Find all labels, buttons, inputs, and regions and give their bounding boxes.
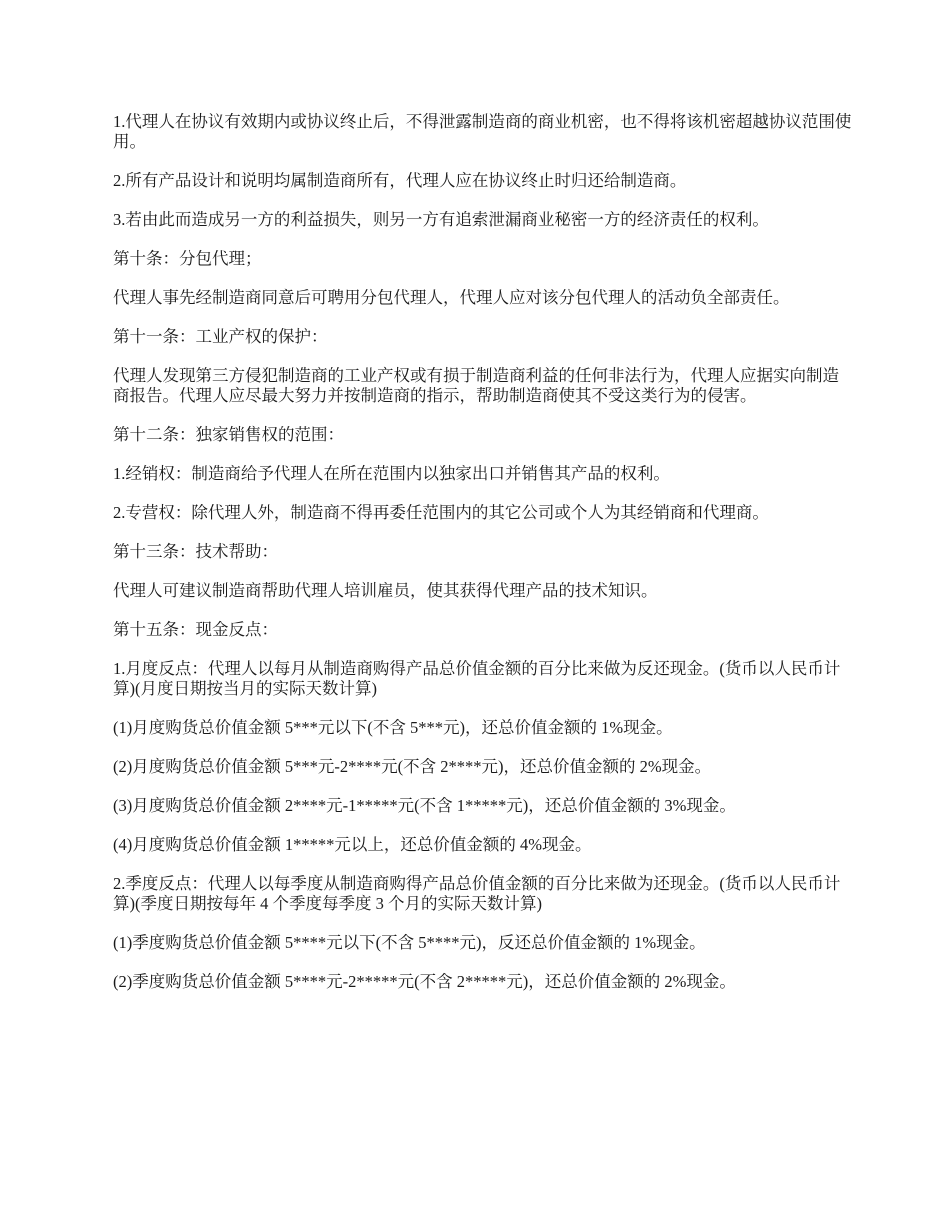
article-12-item-1: 1.经销权：制造商给予代理人在所在范围内以独家出口并销售其产品的权利。 — [113, 464, 670, 483]
paragraph-confidentiality-3: 3.若由此而造成另一方的利益损失，则另一方有追索泄漏商业秘密一方的经济责任的权利。 — [113, 210, 769, 229]
paragraph-confidentiality-1: 1.代理人在协议有效期内或协议终止后，不得泄露制造商的商业机密，也不得将该机密超越协议范围使用。 — [113, 112, 852, 151]
article-10-heading: 第十条：分包代理； — [113, 249, 262, 268]
article-12-item-2: 2.专营权：除代理人外，制造商不得再委任范围内的其它公司或个人为其经销商和代理商。 — [113, 503, 769, 522]
monthly-rebate-intro: 1.月度反点：代理人以每月从制造商购得产品总价值金额的百分比来做为反还现金。(货币以人民币计算)(月度日期按当月的实际天数计算) — [113, 659, 841, 698]
quarterly-rebate-intro: 2.季度反点：代理人以每季度从制造商购得产品总价值金额的百分比来做为还现金。(货币以人民币计算)(季度日期按每年 4 个季度每季度 3 个月的实际天数计算) — [113, 874, 841, 913]
article-15-heading: 第十五条：现金反点： — [113, 620, 278, 639]
quarterly-rebate-tier-1: (1)季度购货总价值金额 5****元以下(不含 5****元)，反还总价值金额的 1%现金。 — [113, 933, 706, 952]
monthly-rebate-tier-2: (2)月度购货总价值金额 5***元-2****元(不含 2****元)，还总价值金额的 2%现金。 — [113, 757, 712, 776]
monthly-rebate-tier-3: (3)月度购货总价值金额 2****元-1*****元(不含 1*****元)，还总价值金额的 3%现金。 — [113, 796, 736, 815]
monthly-rebate-tier-4: (4)月度购货总价值金额 1*****元以上，还总价值金额的 4%现金。 — [113, 835, 592, 854]
article-13-heading: 第十三条：技术帮助： — [113, 542, 278, 561]
paragraph-confidentiality-2: 2.所有产品设计和说明均属制造商所有，代理人应在协议终止时归还给制造商。 — [113, 171, 687, 190]
article-11-body: 代理人发现第三方侵犯制造商的工业产权或有损于制造商利益的任何非法行为，代理人应据实向制造商报告。代理人应尽最大努力并按制造商的指示，帮助制造商使其不受这类行为的侵害。 — [113, 366, 839, 405]
article-12-heading: 第十二条：独家销售权的范围： — [113, 425, 344, 444]
article-10-body: 代理人事先经制造商同意后可聘用分包代理人，代理人应对该分包代理人的活动负全部责任。 — [113, 288, 790, 307]
article-11-heading: 第十一条：工业产权的保护： — [113, 327, 328, 346]
monthly-rebate-tier-1: (1)月度购货总价值金额 5***元以下(不含 5***元)，还总价值金额的 1%现金。 — [113, 718, 673, 737]
document-body — [113, 112, 854, 992]
article-13-body: 代理人可建议制造商帮助代理人培训雇员，使其获得代理产品的技术知识。 — [113, 581, 658, 600]
quarterly-rebate-tier-2: (2)季度购货总价值金额 5****元-2*****元(不含 2*****元)，还总价值金额的 2%现金。 — [113, 972, 736, 991]
